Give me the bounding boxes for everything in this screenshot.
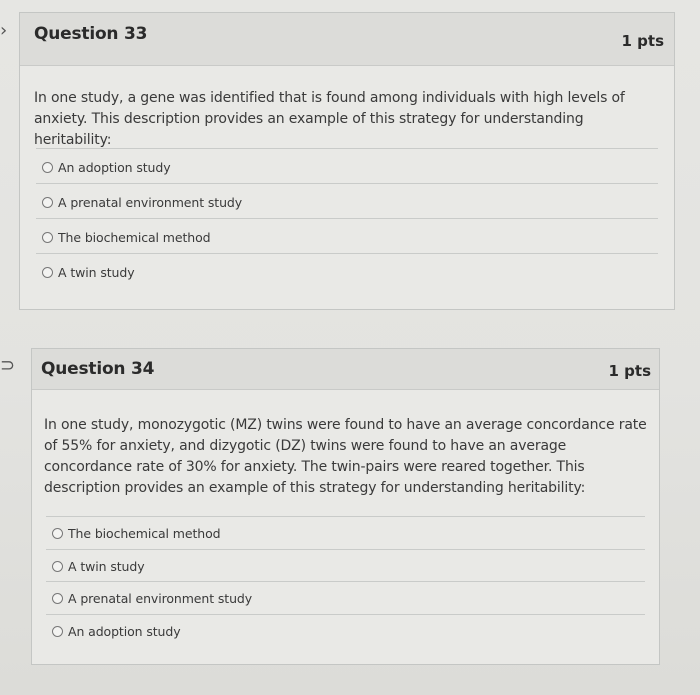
answer-option[interactable] [36, 253, 658, 288]
answer-label[interactable]: A prenatal environment study [58, 195, 243, 210]
answer-label[interactable]: A twin study [68, 558, 145, 574]
question-card [19, 12, 675, 310]
chevron-right-icon[interactable]: ⊃ [0, 355, 16, 376]
radio-button[interactable] [42, 267, 53, 278]
answer-label[interactable]: A twin study [58, 265, 135, 280]
question-points: 1 pts [621, 32, 664, 50]
answer-list [32, 516, 659, 646]
answer-label[interactable]: The biochemical method [58, 230, 211, 245]
radio-button[interactable] [52, 626, 63, 637]
question-text: In one study, a gene was identified that is found among individuals with high levels of anxiety. This description provides an example of this strategy for understanding heritability: [34, 90, 625, 148]
answer-option[interactable] [46, 516, 645, 549]
answer-option[interactable] [46, 581, 645, 614]
question-title: Question 34 [41, 359, 155, 379]
answer-label[interactable]: The biochemical method [68, 526, 221, 541]
radio-button[interactable] [52, 528, 63, 539]
question-card [31, 348, 660, 665]
answer-label[interactable]: An adoption study [68, 623, 181, 639]
question-header [32, 349, 659, 390]
radio-button[interactable] [52, 593, 63, 604]
answer-option[interactable] [46, 614, 645, 647]
answer-option[interactable] [36, 183, 658, 218]
chevron-right-icon[interactable]: › [0, 20, 8, 41]
answer-label[interactable]: A prenatal environment study [68, 591, 253, 606]
question-points: 1 pts [608, 362, 651, 380]
question-text: In one study, monozygotic (MZ) twins were found to have an average concordance rate of 55% for anxiety, and dizygotic (DZ) twins were found to have an average concordance rate of 30% for anxiety. The twin-pairs were reared together. This description provides an example of this strategy for understanding heritability: [44, 417, 647, 496]
answer-option[interactable] [36, 148, 658, 183]
question-title: Question 33 [34, 24, 148, 44]
answer-option[interactable] [46, 549, 645, 582]
radio-button[interactable] [52, 561, 63, 572]
answer-option[interactable] [36, 218, 658, 253]
radio-button[interactable] [42, 162, 53, 173]
answer-list [20, 148, 674, 288]
radio-button[interactable] [42, 232, 53, 243]
answer-label[interactable]: An adoption study [58, 160, 171, 175]
question-header [20, 13, 674, 66]
radio-button[interactable] [42, 197, 53, 208]
